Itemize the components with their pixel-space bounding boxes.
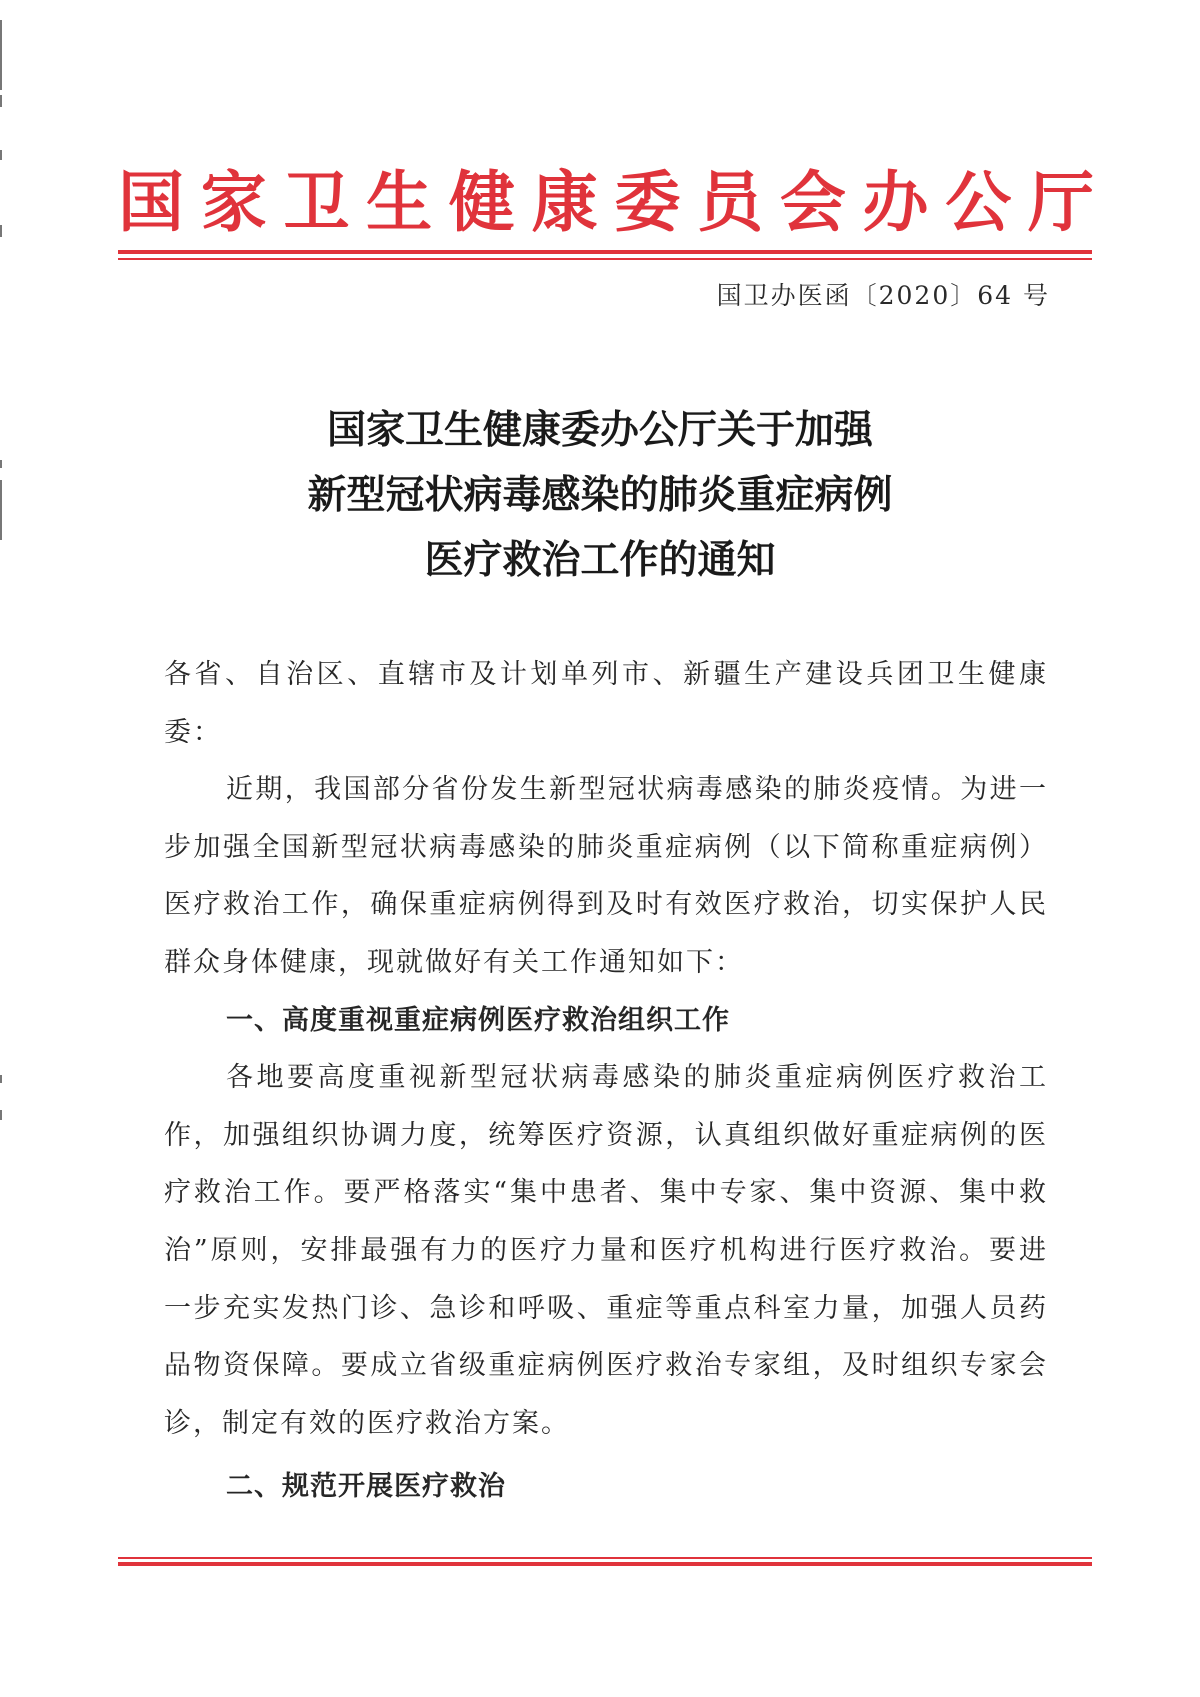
recipients: 各省、自治区、直辖市及计划单列市、新疆生产建设兵团卫生健康委：	[164, 659, 1048, 748]
section-1-paragraph: 各地要高度重视新型冠状病毒感染的肺炎重症病例医疗救治工作，加强组织协调力度，统筹医疗资源，认真组织做好重症病例的医疗救治工作。要严格落实“集中患者、集中专家、集中资源、集中救治”原则，安排最强有力的医疗力量和医疗机构进行医疗救治。要进一步充实发热门诊、急诊和呼吸、重症等重点科室力量，加强人员药品物资保障。要成立省级重症病例医疗救治专家组，及时组织专家会诊，制定有效的医疗救治方案。	[164, 1062, 1048, 1439]
section-1-heading: 一、高度重视重症病例医疗救治组织工作	[226, 1004, 730, 1036]
title-line: 新型冠状病毒感染的肺炎重症病例	[307, 473, 893, 518]
letterhead-divider-thick	[118, 250, 1092, 254]
document-number: 国卫办医函〔2020〕64 号	[716, 281, 1050, 310]
document-title	[160, 398, 1040, 593]
letterhead-issuer: 国家卫生健康委员会办公厅	[118, 164, 1098, 241]
title-line: 国家卫生健康委办公厅关于加强	[326, 408, 873, 453]
footer-divider-thin	[118, 1557, 1092, 1559]
section-2-heading: 二、规范开展医疗救治	[226, 1471, 506, 1503]
letterhead-divider-thin	[118, 258, 1092, 260]
title-line: 医疗救治工作的通知	[424, 538, 776, 583]
footer-divider-thick	[118, 1562, 1092, 1566]
document-body	[164, 646, 1048, 1516]
intro-paragraph: 近期，我国部分省份发生新型冠状病毒感染的肺炎疫情。为进一步加强全国新型冠状病毒感染的肺炎重症病例（以下简称重症病例）医疗救治工作，确保重症病例得到及时有效医疗救治，切实保护人民群众身体健康，现就做好有关工作通知如下：	[164, 774, 1048, 978]
